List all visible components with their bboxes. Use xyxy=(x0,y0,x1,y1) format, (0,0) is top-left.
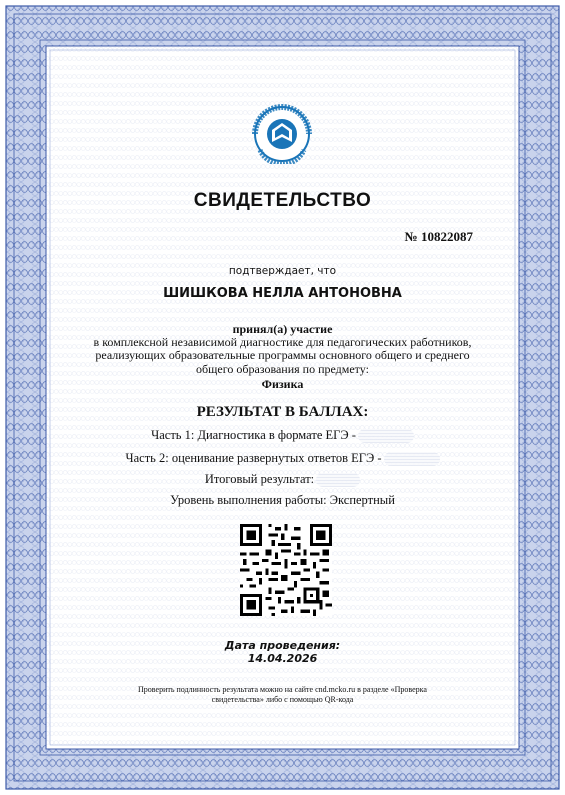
participated-text: принял(а) участие xyxy=(232,322,333,336)
recipient-name: ШИШКОВА НЕЛЛА АНТОНОВНА xyxy=(163,286,402,301)
result-part1-label: Часть 1: Диагностика в формате ЕГЭ - xyxy=(151,428,356,442)
mcko-logo xyxy=(246,104,318,164)
certificate-number: № 10822087 xyxy=(404,229,473,244)
result-total xyxy=(0,472,565,487)
result-level: Уровень выполнения работы: Экспертный xyxy=(170,493,395,507)
diagnostic-description: в комплексной независимой диагностике для педагогических работников, реализующих образовательные программы основного общего и среднего общего образования по предмету: xyxy=(93,335,472,376)
verification-note: Проверить подлинность результата можно на сайте cnd.mcko.ru в разделе «Проверка свидетельства» либо с помощью QR-кода xyxy=(138,685,427,704)
qr-code[interactable] xyxy=(240,524,332,616)
results-title: РЕЗУЛЬТАТ В БАЛЛАХ: xyxy=(196,404,369,420)
result-total-label: Итоговый результат: xyxy=(204,472,315,486)
result-part2 xyxy=(0,451,565,466)
subject-name: Физика xyxy=(261,377,304,391)
redacted-score xyxy=(316,473,360,487)
redacted-score xyxy=(358,429,414,443)
confirms-text: подтверждает, что xyxy=(228,265,337,277)
date-value: 14.04.2026 xyxy=(247,652,318,665)
redacted-score xyxy=(384,452,440,466)
date-label: Дата проведения: xyxy=(224,639,341,652)
certificate-title: СВИДЕТЕЛЬСТВО xyxy=(193,190,372,211)
result-part1 xyxy=(0,428,565,443)
result-part2-label: Часть 2: оценивание развернутых ответов ЕГЭ - xyxy=(125,451,382,465)
